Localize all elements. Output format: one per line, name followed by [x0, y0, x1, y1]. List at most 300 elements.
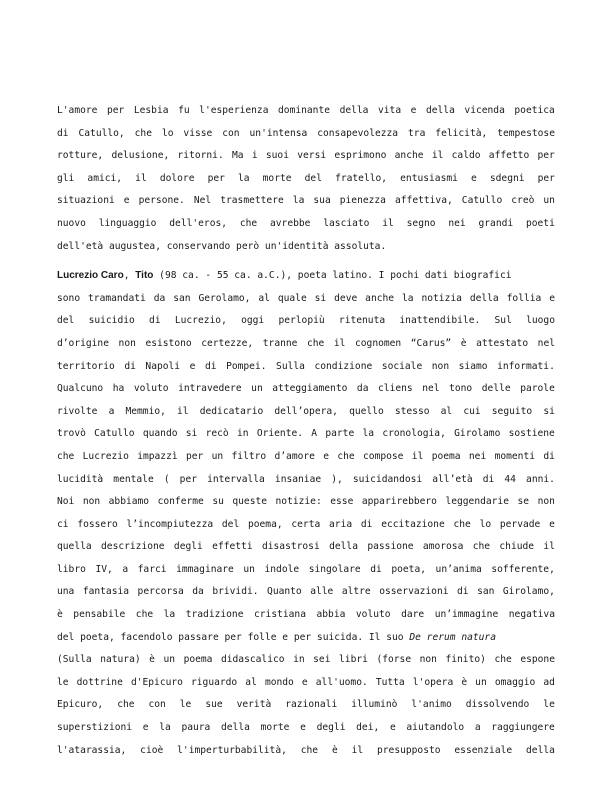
word: territorio [57, 360, 115, 372]
word: e [301, 676, 308, 688]
word: l'esperienza [199, 105, 269, 116]
entry-heading-given-name: Tito [135, 270, 154, 282]
word: natura) [100, 654, 141, 666]
word: certezze, [201, 337, 254, 349]
word: amici, [87, 172, 123, 184]
word: da [192, 586, 204, 598]
word: poema, [247, 518, 283, 530]
document-page [57, 100, 555, 769]
word: di [370, 563, 382, 575]
word: tradizione [185, 609, 244, 621]
word: ( [163, 473, 170, 485]
paragraph-catullo [57, 100, 555, 258]
word: degli [316, 722, 346, 734]
word: abbiamo [108, 496, 150, 508]
word: Noi [57, 496, 75, 508]
word: esistono [145, 337, 192, 349]
word: le [543, 699, 555, 711]
line-text: dell'età augustea, conservando però un'identità assoluta. [57, 240, 387, 252]
word: la [401, 292, 414, 304]
word: di [124, 360, 136, 372]
word: che [117, 699, 135, 711]
word: anni. [526, 473, 555, 485]
word: pensabile [73, 609, 126, 621]
word: dottrine [76, 676, 123, 688]
word: affetto [488, 150, 530, 162]
word: lucidità [57, 473, 104, 485]
word: insaniae [274, 473, 322, 485]
word: cronologia, [382, 428, 446, 440]
work-title: De rerum natura [409, 631, 496, 643]
word: sono [57, 292, 81, 304]
word: fossero [77, 518, 118, 530]
word: nuovo [57, 217, 86, 229]
word: farci [137, 563, 167, 575]
word: notizie: [275, 496, 322, 508]
word: un [163, 654, 176, 666]
word: dominante [278, 105, 331, 116]
text-line [57, 491, 555, 514]
word: voluto [355, 609, 391, 621]
entry-heading-separator: , [123, 270, 136, 282]
text-line [57, 649, 555, 672]
word: e [471, 172, 477, 184]
word: consapevolezza [317, 127, 399, 139]
text-line [57, 469, 555, 492]
word: quella [57, 541, 92, 553]
word: (Sulla [57, 654, 92, 666]
word: fratello, [335, 172, 388, 184]
word: in [236, 428, 249, 440]
word: pienezza [339, 195, 386, 207]
word: grandi [478, 217, 514, 229]
text-line [57, 627, 555, 650]
word: tranne [262, 337, 298, 349]
word: è [57, 609, 63, 621]
word: d’origine [57, 337, 109, 349]
word: Pompei. [226, 360, 267, 372]
word: Lesbia [133, 105, 169, 116]
text-line [57, 672, 555, 695]
word: san [173, 292, 191, 304]
word: è [461, 676, 468, 688]
word: è [331, 744, 338, 756]
word: non [82, 496, 101, 508]
word: un [543, 195, 555, 207]
word: quando [142, 428, 178, 440]
word: poetica [514, 105, 555, 116]
word: vicenda [464, 105, 505, 116]
word: recò [205, 428, 229, 440]
text-line [57, 559, 555, 582]
text-line [57, 100, 555, 123]
text-line [57, 740, 555, 763]
word: non [118, 337, 136, 349]
text-line [57, 694, 555, 717]
word: parte [325, 428, 355, 440]
word: versi [297, 150, 327, 162]
text-line [57, 123, 555, 146]
text-line [57, 446, 555, 469]
word: atteggiamento [272, 383, 348, 395]
word: della [329, 541, 358, 553]
word: persone. [138, 195, 185, 207]
text-line [57, 190, 555, 213]
word: espone [520, 654, 555, 666]
word: i [251, 150, 258, 162]
word: poema [183, 654, 213, 666]
word: poeti [525, 217, 555, 229]
word: la [163, 609, 176, 621]
word: trasmettere [220, 195, 284, 207]
word: e [189, 360, 196, 372]
word: essenziale [454, 744, 513, 756]
word: che [306, 337, 325, 349]
word: follia [506, 292, 542, 304]
word: a [122, 563, 129, 575]
word: cioè [140, 744, 164, 756]
word: morte [260, 722, 290, 734]
word: su [212, 496, 224, 508]
word: poeta, [391, 563, 426, 575]
word: paura [181, 722, 211, 734]
word: per [537, 172, 555, 184]
word: che [135, 609, 154, 621]
word: che [337, 450, 355, 462]
word: anche [394, 150, 424, 162]
word: ad [543, 676, 555, 688]
word: delle [481, 383, 511, 395]
word: in [293, 654, 305, 666]
word: il [431, 150, 444, 162]
word: gli [57, 172, 75, 184]
word: e [300, 722, 306, 734]
word: per [106, 105, 125, 116]
word: al [245, 676, 257, 688]
word: l'animo [411, 699, 452, 711]
word: un [251, 383, 263, 395]
word: Quanto [267, 586, 302, 598]
word: Lucrezio [82, 450, 129, 462]
word: informati. [497, 360, 555, 372]
text-line [57, 145, 555, 168]
word: felicità, [435, 127, 488, 139]
word: pervade [499, 518, 541, 530]
word: amorosa [422, 541, 464, 553]
word: della [469, 292, 499, 304]
text-line [57, 213, 555, 236]
text-line [57, 536, 555, 559]
word: il [177, 405, 189, 417]
word: vita [378, 105, 402, 116]
word: dei, [356, 722, 380, 734]
word: didascalico [220, 654, 285, 666]
text-line [57, 401, 555, 424]
word: ci [57, 518, 69, 530]
word: ritorni. [177, 150, 224, 162]
word: morte [262, 172, 292, 184]
word: nei [468, 450, 487, 462]
word: un’immagine [434, 609, 499, 621]
word: momenti [494, 450, 535, 462]
word: di [204, 360, 217, 372]
word: sue [205, 699, 223, 711]
word: l'opera [412, 676, 454, 688]
word: negativa [508, 609, 555, 621]
word: che [134, 127, 152, 139]
word: Qualcuno [57, 383, 104, 395]
word: con [148, 699, 166, 711]
word: quale [277, 292, 307, 304]
word: IV, [95, 563, 113, 575]
word: luogo [526, 315, 555, 327]
word: la [159, 722, 171, 734]
word: Memmio, [125, 405, 166, 417]
word: deve [334, 292, 358, 304]
word: il [411, 450, 424, 462]
word: raggiungere [491, 722, 555, 734]
word: sua [313, 195, 331, 207]
word: queste [232, 496, 268, 508]
word: dell’opera, [274, 405, 338, 417]
paragraph-lines-group [57, 649, 555, 762]
word: illuminò [351, 699, 398, 711]
word: si [314, 292, 327, 304]
word: disastrosi [261, 541, 320, 553]
word: cliens [378, 383, 413, 395]
word: tra [408, 127, 426, 139]
word: che [300, 744, 319, 756]
word: chiude [499, 541, 535, 553]
word: dolore [159, 172, 195, 184]
heading-line-start [57, 265, 512, 288]
word: è [149, 654, 155, 666]
word: rotture, [57, 150, 104, 162]
word: voluto [133, 383, 169, 395]
word: linguaggio [98, 217, 157, 229]
word: Napoli [145, 360, 181, 372]
word: notizia [421, 292, 462, 304]
word: il [135, 172, 147, 184]
word: esprimono [334, 150, 387, 162]
word: da [153, 292, 166, 304]
word: mondo [264, 676, 294, 688]
word: compose [363, 450, 404, 462]
word: dare [401, 609, 425, 621]
word: presupposto [377, 744, 441, 756]
word: Catullo, [78, 127, 125, 139]
word: d’amore [274, 450, 315, 462]
word: libri [339, 654, 368, 666]
word: Oriente. [256, 428, 304, 440]
word: un'intensa [249, 127, 308, 139]
word: d'Epicuro [130, 676, 183, 688]
word: tempestose [497, 127, 555, 139]
word: di [360, 518, 373, 530]
word: Sulla [276, 360, 305, 372]
word: Catullo [94, 428, 135, 440]
word: fu [178, 105, 190, 116]
word: libro [57, 563, 86, 575]
text-line [57, 514, 555, 537]
word: Girolamo [454, 428, 501, 440]
word: l’incompiutezza [126, 518, 214, 530]
line-text-before-title: del poeta, facendolo passare per folle e per suicida. Il suo [57, 631, 410, 643]
word: Gerolamo, [198, 292, 251, 304]
text-line [57, 717, 555, 740]
word: la [238, 172, 250, 184]
word: nel [537, 337, 555, 349]
word: che [239, 217, 258, 229]
word: non [419, 654, 437, 666]
word: all'uomo. [315, 676, 368, 688]
word: l'atarassia, [57, 744, 127, 756]
word: “Carus” [410, 337, 452, 349]
word: le [179, 699, 192, 711]
word: suoi [265, 150, 289, 162]
word: suicidandosi [352, 473, 423, 485]
word: da [356, 383, 369, 395]
word: dedicatario [199, 405, 264, 417]
word: e [142, 722, 149, 734]
text-line [57, 310, 555, 333]
word: razionali [285, 699, 338, 711]
text-line [57, 288, 555, 311]
word: le [57, 676, 69, 688]
word: il [351, 744, 364, 756]
word: lasciato [323, 217, 370, 229]
text-line [57, 356, 555, 379]
text-line [57, 423, 555, 446]
word: e [323, 450, 330, 462]
word: della [526, 744, 555, 756]
word: Nel [193, 195, 212, 207]
word: non [431, 360, 450, 372]
word: Tutta [375, 676, 405, 688]
word: dissolvendo [465, 699, 530, 711]
word: perlopiù [278, 315, 325, 327]
word: Lucrezio, [174, 315, 227, 327]
word: siamo [458, 360, 488, 372]
word: si [185, 428, 198, 440]
word: che [57, 450, 75, 462]
word: un [211, 450, 224, 462]
word: A [311, 428, 318, 440]
word: è [460, 337, 467, 349]
word: aiutandolo [406, 722, 465, 734]
word: riguardo [191, 676, 238, 688]
text-line [57, 378, 555, 401]
word: il [543, 541, 555, 553]
word: brividi. [212, 586, 259, 598]
word: tono [449, 383, 473, 395]
word: e [123, 195, 130, 207]
word: altre [341, 586, 371, 598]
word: seguito [491, 405, 533, 417]
word: dell'eros, [169, 217, 228, 229]
word: anche [365, 292, 395, 304]
word: a [474, 722, 481, 734]
word: il [382, 217, 394, 229]
word: segno [406, 217, 436, 229]
word: la [292, 195, 305, 207]
word: lo [161, 127, 174, 139]
word: trovò [57, 428, 86, 440]
word: un’anima [435, 563, 482, 575]
word: e [549, 292, 555, 304]
word: all’età [432, 473, 473, 485]
word: omaggio [494, 676, 536, 688]
word: impazzì [137, 450, 178, 462]
word: parole [520, 383, 555, 395]
word: intervalla [207, 473, 265, 485]
word: creò [511, 195, 535, 207]
word: Ma [232, 150, 244, 162]
word: poema [431, 450, 461, 462]
word: leggendarie [445, 496, 509, 508]
text-line [57, 581, 555, 604]
word: quello [349, 405, 384, 417]
paragraph-lucrezio [57, 265, 555, 762]
word: immaginare [176, 563, 234, 575]
word: una [57, 586, 75, 598]
word: e [410, 105, 417, 116]
word: alle [310, 586, 334, 598]
word: L'amore [57, 105, 98, 116]
word: di [57, 127, 69, 139]
word: per [185, 450, 204, 462]
word: delusione, [111, 150, 170, 162]
word: oggi [241, 315, 265, 327]
word: rivolte [57, 405, 98, 417]
word: sociale [381, 360, 423, 372]
word: esse [330, 496, 354, 508]
word: ritenuta [338, 315, 386, 327]
word: osservazioni [379, 586, 449, 598]
word: 44 [504, 473, 516, 485]
entry-heading-name: Lucrezio Caro [57, 270, 124, 282]
word: nel [422, 383, 440, 395]
word: per [179, 473, 197, 485]
word: verità [236, 699, 272, 711]
word: nei [448, 217, 466, 229]
word: condizione [314, 360, 373, 372]
word: filtro [231, 450, 267, 462]
word: singolare [308, 563, 361, 575]
word: indole [264, 563, 300, 575]
word: percorsa [137, 586, 184, 598]
word: del [304, 172, 322, 184]
word: cognomen [355, 337, 402, 349]
word: (forse [376, 654, 412, 666]
word: per [537, 150, 555, 162]
word: di [543, 450, 555, 462]
word: cristiana [254, 609, 306, 621]
word: lo [479, 518, 492, 530]
word: stesso [394, 405, 430, 417]
word: di [149, 315, 161, 327]
word: si [543, 405, 555, 417]
word: superstizioni [57, 722, 133, 734]
word: degli [173, 541, 203, 553]
word: san [477, 586, 495, 598]
word: situazioni [57, 195, 115, 207]
paragraph-lines-group [57, 288, 555, 627]
word: se [517, 496, 530, 508]
word: il [333, 337, 346, 349]
work-line [57, 627, 496, 650]
text-line [57, 604, 555, 627]
